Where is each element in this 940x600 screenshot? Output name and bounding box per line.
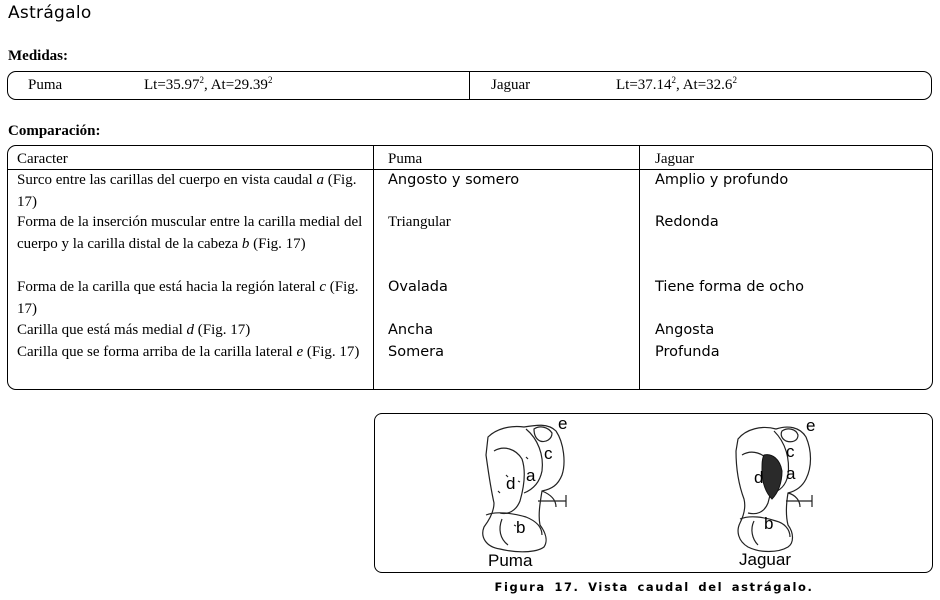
table-row-caracter: Surco entre las carillas del cuerpo en vista caudal a (Fig. 17)	[17, 172, 357, 210]
column-divider	[373, 146, 374, 390]
table-row-caracter: Carilla que está más medial d (Fig. 17)	[17, 322, 251, 338]
figure-caption: Figura 17. Vista caudal del astrágalo.	[494, 580, 814, 594]
table-cell-puma: Ovalada	[388, 279, 448, 295]
puma-measures: $Lt=35.97^2$, $At=29.39^2$	[144, 75, 273, 93]
astragalus-figure	[376, 415, 931, 571]
puma-letter-a: a	[526, 466, 536, 485]
header-caracter: Caracter	[17, 151, 68, 167]
puma-letter-e: e	[558, 415, 568, 433]
table-cell-jaguar: Tiene forma de ocho	[655, 279, 805, 295]
table-cell-puma: Triangular	[388, 214, 451, 230]
jaguar-letter-b: b	[764, 514, 774, 533]
comparacion-heading: Comparación:	[8, 123, 101, 139]
table-cell-jaguar: Redonda	[655, 214, 719, 230]
puma-letter-b: b	[516, 518, 526, 537]
header-puma: Puma	[388, 151, 423, 167]
jaguar-letter-a: a	[786, 464, 796, 483]
table-cell-puma: Somera	[388, 344, 444, 360]
table-cell-puma: Angosto y somero	[388, 172, 520, 188]
header-jaguar: Jaguar	[655, 151, 695, 167]
figure-label-jaguar: Jaguar	[739, 550, 791, 569]
table-row-caracter: Carilla que se forma arriba de la carilla lateral e (Fig. 17)	[17, 344, 360, 360]
jaguar-name: Jaguar	[491, 77, 531, 93]
column-divider	[639, 146, 640, 390]
page-title: Astrágalo	[8, 3, 92, 23]
table-cell-jaguar: Profunda	[655, 344, 720, 360]
jaguar-measures: $Lt=37.14^2$, $At=32.6^2$	[616, 75, 737, 93]
jaguar-letter-c: c	[786, 442, 795, 461]
table-cell-jaguar: Angosta	[655, 322, 715, 338]
table-row-caracter: Forma de la inserción muscular entre la carilla medial del cuerpo y la carilla distal de la cabeza b (Fig. 17)	[17, 214, 363, 252]
table-row-caracter: Forma de la carilla que está hacia la región lateral c (Fig. 17)	[17, 279, 359, 317]
jaguar-letter-d: d	[754, 468, 764, 487]
figure-label-puma: Puma	[488, 551, 533, 570]
puma-letter-d: d	[506, 474, 516, 493]
puma-name: Puma	[28, 77, 63, 93]
table-cell-puma: Ancha	[388, 322, 434, 338]
jaguar-groove-shading	[762, 455, 782, 499]
jaguar-letter-e: e	[806, 416, 816, 435]
table-cell-jaguar: Amplio y profundo	[655, 172, 789, 188]
measures-divider	[469, 72, 470, 100]
medidas-heading: Medidas:	[8, 48, 68, 64]
puma-letter-c: c	[544, 444, 553, 463]
